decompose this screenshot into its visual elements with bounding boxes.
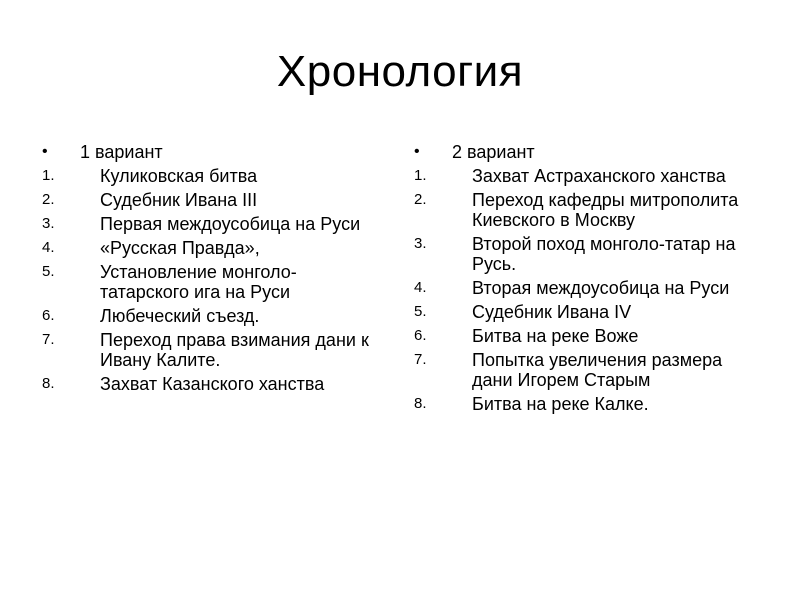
item-number: 1.	[42, 167, 55, 184]
variant-1-column	[40, 140, 380, 398]
list-item	[412, 350, 752, 390]
list-item	[40, 374, 380, 394]
list-item	[412, 190, 752, 230]
list-item	[412, 326, 752, 346]
item-text: Судебник Ивана IV	[472, 302, 632, 322]
bullet-icon: •	[414, 143, 420, 160]
item-number: 6.	[414, 327, 427, 344]
list-item	[412, 234, 752, 274]
item-number: 2.	[414, 191, 427, 208]
item-number: 4.	[42, 239, 55, 256]
item-number: 5.	[42, 263, 55, 280]
item-text: Захват Астраханского ханства	[472, 166, 726, 186]
list-item	[412, 394, 752, 414]
item-number: 1.	[414, 167, 427, 184]
item-text: Первая междоусобица на Руси	[100, 214, 361, 234]
list-item	[40, 306, 380, 326]
item-text: Захват Казанского ханства	[100, 374, 325, 394]
variant-2-column	[412, 140, 752, 418]
item-text: Установление монголо-татарского ига на Руси	[100, 262, 297, 302]
list-item	[412, 302, 752, 322]
list-item	[40, 214, 380, 234]
list-item	[40, 166, 380, 186]
item-text: Куликовская битва	[100, 166, 258, 186]
item-text: Вторая междоусобица на Руси	[472, 278, 730, 298]
item-number: 6.	[42, 307, 55, 324]
item-number: 8.	[42, 375, 55, 392]
list-item	[40, 238, 380, 258]
item-text: Переход права взимания дани к Ивану Калите.	[100, 330, 369, 370]
variant-2-heading	[412, 140, 752, 164]
item-number: 7.	[414, 351, 427, 368]
item-text: Битва на реке Воже	[472, 326, 639, 346]
item-number: 3.	[414, 235, 427, 252]
item-text: Судебник Ивана III	[100, 190, 258, 210]
variant-2-list	[412, 166, 752, 414]
variant-1-heading	[40, 140, 380, 164]
list-item	[412, 166, 752, 186]
item-text: Попытка увеличения размера дани Игорем Старым	[472, 350, 723, 390]
item-text: Второй поход монголо-татар на Русь.	[472, 234, 736, 274]
item-text: Битва на реке Калке.	[472, 394, 649, 414]
variant-1-heading-label: 1 вариант	[80, 142, 163, 162]
item-number: 5.	[414, 303, 427, 320]
variant-2-heading-label: 2 вариант	[452, 142, 535, 162]
variant-1-list	[40, 166, 380, 394]
item-text: Любеческий съезд.	[100, 306, 260, 326]
list-item	[40, 262, 380, 302]
page-title: Хронология	[276, 47, 524, 96]
item-text: «Русская Правда»,	[100, 238, 260, 258]
list-item	[40, 190, 380, 210]
item-text: Переход кафедры митрополита Киевского в Москву	[472, 190, 739, 230]
list-item	[40, 330, 380, 370]
bullet-icon: •	[42, 143, 48, 160]
item-number: 8.	[414, 395, 427, 412]
item-number: 7.	[42, 331, 55, 348]
list-item	[412, 278, 752, 298]
item-number: 2.	[42, 191, 55, 208]
item-number: 4.	[414, 279, 427, 296]
item-number: 3.	[42, 215, 55, 232]
